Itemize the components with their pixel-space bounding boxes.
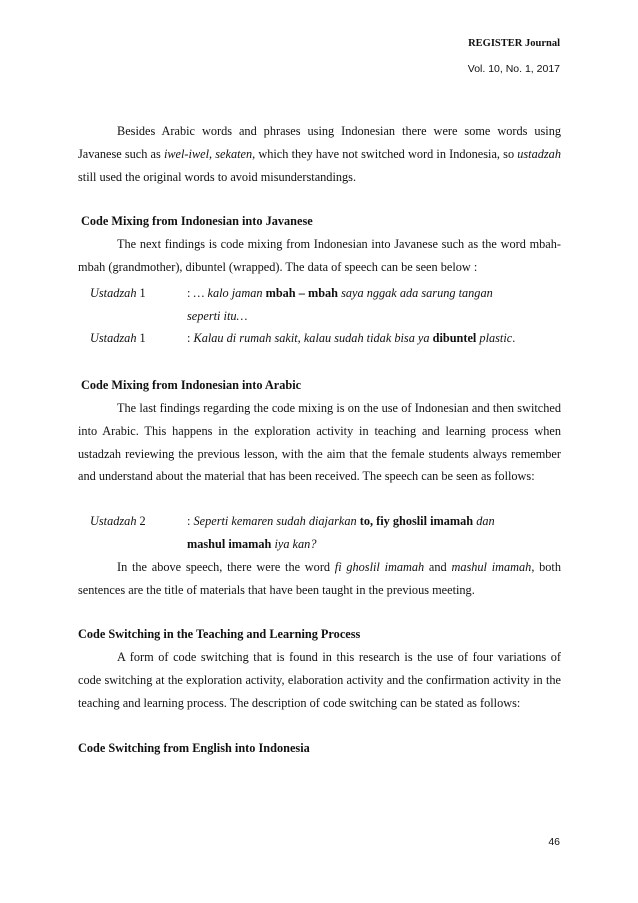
paragraph-code-switching: A form of code switching that is found in this research is the use of four variations of code switching at the exploration activity, elaboration activity and the confirmation activity in the teaching and learning process. The description of code switching can be stated as follows:: [78, 650, 561, 710]
section-heading-code-switching: Code Switching in the Teaching and Learning Process: [78, 627, 361, 642]
paragraph-arabic-javanese: Besides Arabic words and phrases using Indonesian there were some words using Javanese such as iwel-iwel, sekaten, which they have not switched word in Indonesia, so ustadzah still used the original words to avoid misunderstandings.: [78, 124, 561, 184]
section-heading-javanese: Code Mixing from Indonesian into Javanese: [81, 214, 313, 229]
section-heading-english-indonesia: Code Switching from English into Indonesia: [78, 740, 310, 755]
section-heading-arabic: Code Mixing from Indonesian into Arabic: [81, 378, 302, 393]
paragraph-speech-analysis: In the above speech, there were the word fi ghoslil imamah and mashul imamah, both sentences are the title of materials that have been taught in the previous meeting.: [78, 559, 561, 597]
paragraph-javanese-findings: The next findings is code mixing from Indonesian into Javanese such as the word mbah-mbah (grandmother), dibuntel (wrapped). The data of speech can be seen below :: [78, 237, 561, 274]
utterance: : Kalau di rumah sakit, kalau sudah tidak bisa ya dibuntel plastic.: [187, 331, 516, 346]
journal-title: REGISTER Journal: [468, 38, 560, 49]
page-number: 46: [548, 836, 560, 848]
speech-example-3: [78, 510, 561, 556]
utterance: : Seperti kemaren sudah diajarkan to, fiy ghoslil imamah dan mashul imamah iya kan?: [187, 514, 495, 551]
speaker-label: Ustadzah 1: [90, 331, 146, 346]
speech-example-1: [78, 282, 561, 328]
speech-example-2: [78, 327, 561, 350]
speaker-label: Ustadzah 2: [90, 514, 146, 529]
utterance: : … kalo jaman mbah – mbah saya nggak ada sarung tangan seperti itu…: [187, 285, 493, 323]
paragraph-arabic-findings: The last findings regarding the code mixing is on the use of Indonesian and then switched into Arabic. This happens in the exploration activity in teaching and learning process when ustadzah reviewing the previous lesson, with the aim that the female students always remember and understand about the material that has been received. The speech can be seen as follows:: [78, 400, 561, 484]
speaker-label: Ustadzah 1: [90, 285, 146, 300]
journal-volume: Vol. 10, No. 1, 2017: [467, 63, 560, 75]
body-text: [78, 120, 561, 759]
